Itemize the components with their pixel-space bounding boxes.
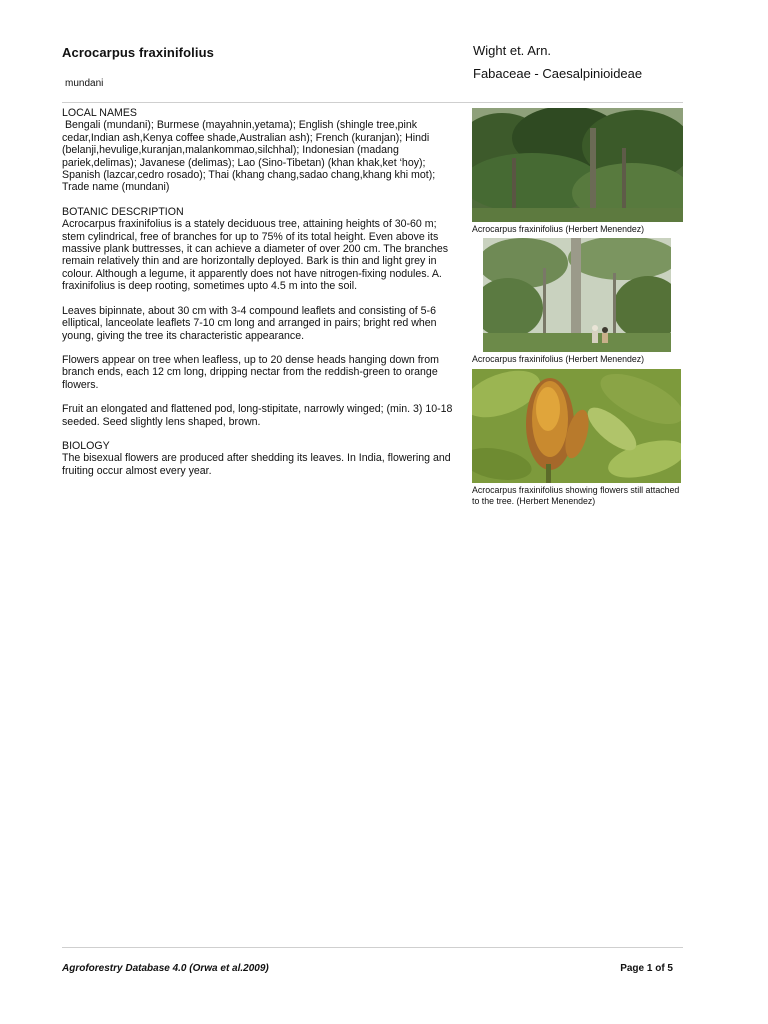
species-authority: Wight et. Arn. <box>473 43 552 58</box>
section-local-names <box>62 107 454 194</box>
section-body: The bisexual flowers are produced after shedding its leaves. In India, flowering and fruiting occur almost every year. <box>62 452 451 477</box>
section-body: Bengali (mundani); Burmese (mayahnin,yetama); English (shingle tree,pink cedar,Indian ash,Kenya coffee shade,Australian ash); French (kuranjan); Hindi (belanji,hevulige,kuranjan,malankommao,silchhal); Indonesian (madang pariek,delimas); Javanese (delimas); Lao (Sino-Tibetan) (khan khak,ket ‘hoy); Spanish (lazcar,cedro rosado); Thai (khang chang,sadao chang,khang khi mot); Trade name (mundani) <box>62 119 438 194</box>
species-title: Acrocarpus fraxinifolius <box>62 45 214 60</box>
header-divider <box>62 102 683 103</box>
main-text-column <box>62 107 454 489</box>
section-paragraph: Acrocarpus fraxinifolius is a stately deciduous tree, attaining heights of 30-60 m; stem cylindrical, free of branches for up to 75% of its total height. Even above its massive plank buttresses, it can achieve a diameter of over 200 cm. The branches remain relatively thin and are horizontally deployed. Bark is thin and light grey in colour. Although a legume, it apparently does not have nitrogen-fixing nodules. A. fraxinifolius is deep rooting, sometimes upto 4.5 m into the soil. <box>62 218 449 293</box>
figure-caption: Acrocarpus fraxinifolius showing flowers still attached to the tree. (Herbert Menendez) <box>472 485 680 506</box>
section-biology <box>62 440 454 477</box>
photo-flower-cluster <box>472 369 681 483</box>
section-botanic-description <box>62 206 454 428</box>
footer-divider <box>62 947 683 948</box>
figure-trees-forest <box>472 108 683 235</box>
section-heading: BIOLOGY <box>62 439 110 452</box>
trade-name: mundani <box>65 78 104 89</box>
photo-tree-canopy <box>472 108 683 222</box>
species-family: Fabaceae - Caesalpinioideae <box>473 66 643 81</box>
page-number: Page 1 of 5 <box>620 963 673 974</box>
section-paragraph: Flowers appear on tree when leafless, up to 20 dense heads hanging down from branch ends, each 12 cm long, dripping nectar from the reddish-green to orange flowers. <box>62 353 439 391</box>
photo-tree-trunk <box>483 238 671 352</box>
footer-source: Agroforestry Database 4.0 (Orwa et al.2009) <box>62 963 269 974</box>
figure-caption: Acrocarpus fraxinifolius (Herbert Menendez) <box>472 224 645 234</box>
figure-tree-trunk <box>472 238 671 365</box>
figure-flowers <box>472 369 683 507</box>
section-paragraph: Leaves bipinnate, about 30 cm with 3-4 compound leaflets and consisting of 5-6 elliptical, lanceolate leaflets 7-10 cm long and arranged in pairs; bright red when young, giving the tree its characteristic appearance. <box>62 304 437 342</box>
section-paragraph: Fruit an elongated and flattened pod, long-stipitate, narrowly winged; (min. 3) 10-18 seeded. Seed slightly lens shaped, brown. <box>62 403 453 428</box>
section-heading: LOCAL NAMES <box>62 107 137 119</box>
figure-caption: Acrocarpus fraxinifolius (Herbert Menendez) <box>472 354 645 364</box>
section-heading: BOTANIC DESCRIPTION <box>62 205 184 218</box>
